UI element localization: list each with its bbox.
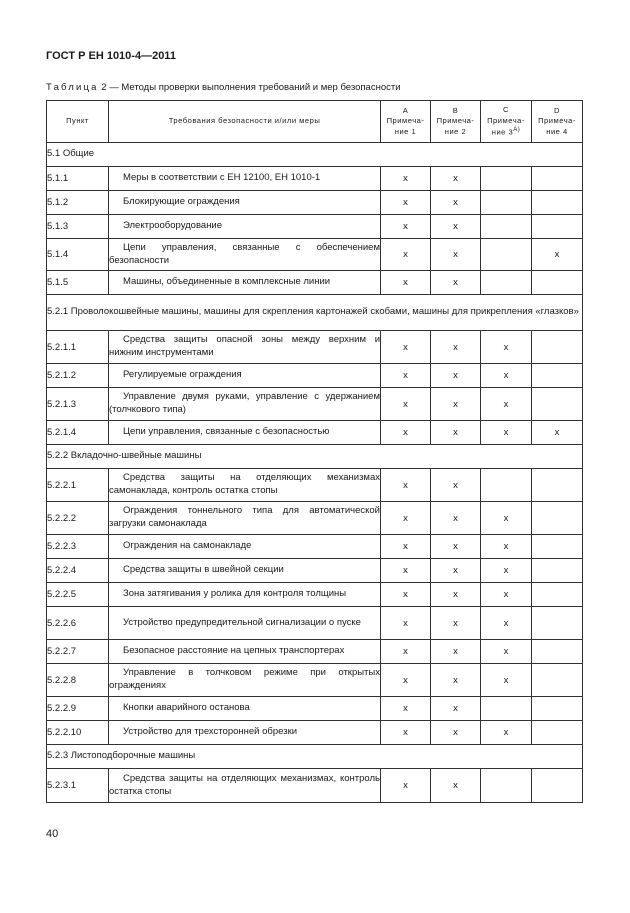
section-title: 5.2.3 Листоподборочные машины bbox=[47, 745, 583, 769]
table-row bbox=[47, 191, 583, 215]
mark-d: x bbox=[532, 421, 583, 445]
requirement-cell bbox=[109, 697, 381, 721]
mark-a: x bbox=[381, 215, 431, 239]
col-header-b bbox=[431, 101, 481, 143]
mark-b: x bbox=[431, 721, 481, 745]
mark-d bbox=[532, 271, 583, 295]
requirement-text: Безопасное расстояние на цепных транспортерах bbox=[123, 645, 345, 657]
mark-c bbox=[481, 239, 532, 271]
mark-c: x bbox=[481, 640, 532, 664]
mark-c bbox=[481, 469, 532, 502]
table-row bbox=[47, 469, 583, 502]
requirement-text: Регулируемые ограждения bbox=[123, 369, 242, 381]
col-header-d bbox=[532, 101, 583, 143]
mark-a: x bbox=[381, 421, 431, 445]
mark-d bbox=[532, 502, 583, 535]
mark-d bbox=[532, 167, 583, 191]
mark-c bbox=[481, 191, 532, 215]
clause-number: 5.2.3.1 bbox=[47, 769, 109, 803]
requirement-cell bbox=[109, 721, 381, 745]
section-title: 5.1 Общие bbox=[47, 143, 583, 167]
mark-d bbox=[532, 697, 583, 721]
requirement-cell bbox=[109, 664, 381, 697]
mark-b: x bbox=[431, 469, 481, 502]
clause-number: 5.1.5 bbox=[47, 271, 109, 295]
col-c-letter: C bbox=[503, 105, 509, 115]
requirement-text: Машины, объединенные в комплексные линии bbox=[123, 276, 331, 288]
clause-number: 5.2.2.5 bbox=[47, 583, 109, 607]
mark-d bbox=[532, 215, 583, 239]
table-row bbox=[47, 640, 583, 664]
requirement-text: Блокирующие ограждения bbox=[123, 196, 240, 208]
mark-d bbox=[532, 559, 583, 583]
clause-number: 5.2.2.10 bbox=[47, 721, 109, 745]
table-header-row bbox=[47, 101, 583, 143]
clause-number: 5.2.2.7 bbox=[47, 640, 109, 664]
requirement-text: Цепи управления, связанные с обеспечением безопасности bbox=[109, 241, 380, 266]
requirement-cell bbox=[109, 607, 381, 640]
clause-number: 5.1.3 bbox=[47, 215, 109, 239]
mark-b: x bbox=[431, 239, 481, 271]
requirement-cell bbox=[109, 271, 381, 295]
clause-number: 5.2.1.2 bbox=[47, 364, 109, 388]
col-b-letter: B bbox=[452, 106, 459, 116]
mark-a: x bbox=[381, 388, 431, 421]
mark-c: x bbox=[481, 421, 532, 445]
requirement-text: Управление в толчковом режиме при открытых ограждениях bbox=[109, 667, 380, 691]
mark-a: x bbox=[381, 364, 431, 388]
mark-c bbox=[481, 167, 532, 191]
requirement-text: Меры в соответствии с ЕН 12100, ЕН 1010-1 bbox=[123, 172, 321, 184]
mark-c: x bbox=[481, 331, 532, 364]
table-row bbox=[47, 583, 583, 607]
requirement-cell bbox=[109, 215, 381, 239]
mark-a: x bbox=[381, 191, 431, 215]
requirement-text: Ограждения на самонакладе bbox=[123, 540, 252, 552]
mark-c bbox=[481, 769, 532, 803]
clause-number: 5.1.1 bbox=[47, 167, 109, 191]
mark-b: x bbox=[431, 583, 481, 607]
section-row bbox=[47, 143, 583, 167]
col-d-letter: D bbox=[554, 106, 560, 116]
table-row bbox=[47, 388, 583, 421]
mark-b: x bbox=[431, 191, 481, 215]
mark-b: x bbox=[431, 215, 481, 239]
mark-d bbox=[532, 535, 583, 559]
table-caption bbox=[46, 82, 401, 93]
mark-b: x bbox=[431, 640, 481, 664]
mark-b: x bbox=[431, 421, 481, 445]
requirement-text: Управление двумя руками, управление с удержанием (толчкового типа) bbox=[109, 391, 380, 415]
mark-c: x bbox=[481, 502, 532, 535]
requirement-cell bbox=[109, 535, 381, 559]
mark-b: x bbox=[431, 664, 481, 697]
mark-a: x bbox=[381, 721, 431, 745]
table-row bbox=[47, 331, 583, 364]
requirement-cell bbox=[109, 239, 381, 271]
section-title: 5.2.1 Проволокошвейные машины, машины для скрепления картонажей скобами, машины для прикрепления «глазков» bbox=[47, 295, 583, 331]
col-header-requirements: Требования безопасности и/или меры bbox=[109, 101, 381, 143]
mark-d: x bbox=[532, 239, 583, 271]
requirement-cell bbox=[109, 388, 381, 421]
mark-b: x bbox=[431, 271, 481, 295]
table-row bbox=[47, 502, 583, 535]
mark-c: x bbox=[481, 664, 532, 697]
requirement-cell bbox=[109, 421, 381, 445]
mark-b: x bbox=[431, 364, 481, 388]
mark-a: x bbox=[381, 469, 431, 502]
mark-c: x bbox=[481, 721, 532, 745]
section-title: 5.2.2 Вкладочно-швейные машины bbox=[47, 445, 583, 469]
clause-number: 5.2.1.3 bbox=[47, 388, 109, 421]
mark-a: x bbox=[381, 664, 431, 697]
mark-c: x bbox=[481, 364, 532, 388]
requirement-cell bbox=[109, 191, 381, 215]
mark-d bbox=[532, 191, 583, 215]
page-number: 40 bbox=[46, 828, 59, 840]
requirement-text: Средства защиты на отделяющих механизмах самонаклада, контроль остатка стопы bbox=[109, 472, 380, 496]
table-row bbox=[47, 167, 583, 191]
mark-d bbox=[532, 364, 583, 388]
table-row bbox=[47, 607, 583, 640]
col-a-note: Примеча-ние 1 bbox=[386, 116, 425, 136]
mark-c: x bbox=[481, 559, 532, 583]
mark-b: x bbox=[431, 535, 481, 559]
col-d-note: Примеча-ние 4 bbox=[538, 116, 576, 136]
requirement-text: Цепи управления, связанные с безопасностью bbox=[123, 426, 330, 438]
clause-number: 5.2.2.3 bbox=[47, 535, 109, 559]
requirement-cell bbox=[109, 559, 381, 583]
mark-c bbox=[481, 215, 532, 239]
mark-a: x bbox=[381, 331, 431, 364]
col-header-point: Пункт bbox=[47, 101, 109, 143]
mark-a: x bbox=[381, 697, 431, 721]
clause-number: 5.1.4 bbox=[47, 239, 109, 271]
mark-a: x bbox=[381, 559, 431, 583]
requirement-text: Кнопки аварийного останова bbox=[123, 702, 250, 714]
mark-b: x bbox=[431, 559, 481, 583]
mark-a: x bbox=[381, 271, 431, 295]
verification-table bbox=[46, 100, 583, 803]
mark-a: x bbox=[381, 583, 431, 607]
clause-number: 5.2.2.2 bbox=[47, 502, 109, 535]
clause-number: 5.2.2.6 bbox=[47, 607, 109, 640]
table-row bbox=[47, 697, 583, 721]
section-row bbox=[47, 445, 583, 469]
requirement-cell bbox=[109, 331, 381, 364]
table-row bbox=[47, 559, 583, 583]
mark-c: x bbox=[481, 388, 532, 421]
requirement-cell bbox=[109, 583, 381, 607]
section-row bbox=[47, 745, 583, 769]
mark-d bbox=[532, 388, 583, 421]
clause-number: 5.2.2.8 bbox=[47, 664, 109, 697]
col-b-note: Примеча-ние 2 bbox=[436, 116, 475, 136]
caption-text: — Методы проверки выполнения требований и мер безопасности bbox=[106, 82, 401, 93]
mark-c: x bbox=[481, 535, 532, 559]
col-header-c bbox=[481, 101, 532, 143]
section-row bbox=[47, 295, 583, 331]
clause-number: 5.1.2 bbox=[47, 191, 109, 215]
mark-a: x bbox=[381, 167, 431, 191]
requirement-text: Средства защиты опасной зоны между верхним и нижним инструментами bbox=[109, 334, 380, 358]
mark-b: x bbox=[431, 697, 481, 721]
table-row bbox=[47, 664, 583, 697]
mark-d bbox=[532, 583, 583, 607]
col-c-sup: A) bbox=[513, 126, 521, 133]
mark-d bbox=[532, 607, 583, 640]
mark-d bbox=[532, 331, 583, 364]
mark-b: x bbox=[431, 167, 481, 191]
table-row bbox=[47, 364, 583, 388]
mark-a: x bbox=[381, 502, 431, 535]
mark-c: x bbox=[481, 583, 532, 607]
clause-number: 5.2.2.1 bbox=[47, 469, 109, 502]
caption-number: 2 bbox=[101, 82, 107, 93]
col-c-note: Примеча-ние 3 bbox=[487, 115, 525, 137]
requirement-text: Устройство для трехсторонней обрезки bbox=[123, 726, 298, 738]
mark-c: x bbox=[481, 607, 532, 640]
clause-number: 5.2.1.1 bbox=[47, 331, 109, 364]
mark-b: x bbox=[431, 607, 481, 640]
table-row bbox=[47, 421, 583, 445]
col-header-a bbox=[381, 101, 431, 143]
mark-b: x bbox=[431, 769, 481, 803]
mark-b: x bbox=[431, 388, 481, 421]
mark-b: x bbox=[431, 502, 481, 535]
mark-a: x bbox=[381, 640, 431, 664]
mark-d bbox=[532, 640, 583, 664]
clause-number: 5.2.2.9 bbox=[47, 697, 109, 721]
mark-d bbox=[532, 721, 583, 745]
requirement-cell bbox=[109, 167, 381, 191]
mark-a: x bbox=[381, 239, 431, 271]
mark-d bbox=[532, 469, 583, 502]
clause-number: 5.2.2.4 bbox=[47, 559, 109, 583]
requirement-text: Средства защиты в швейной секции bbox=[123, 564, 284, 576]
col-a-letter: A bbox=[402, 106, 409, 116]
requirement-cell bbox=[109, 469, 381, 502]
table-row bbox=[47, 271, 583, 295]
mark-c bbox=[481, 271, 532, 295]
requirement-cell bbox=[109, 364, 381, 388]
table-row bbox=[47, 239, 583, 271]
requirement-text: Электрооборудование bbox=[123, 220, 223, 232]
mark-d bbox=[532, 664, 583, 697]
mark-b: x bbox=[431, 331, 481, 364]
requirement-text: Устройство предупредительной сигнализации о пуске bbox=[123, 616, 361, 628]
table-row bbox=[47, 215, 583, 239]
requirement-text: Средства защиты на отделяющих механизмах, контроль остатка стопы bbox=[109, 772, 380, 797]
requirement-cell bbox=[109, 640, 381, 664]
mark-c bbox=[481, 697, 532, 721]
requirement-text: Зона затягивания у ролика для контроля толщины bbox=[123, 588, 347, 600]
requirement-cell bbox=[109, 502, 381, 535]
requirement-text: Ограждения тоннельного типа для автоматической загрузки самонаклада bbox=[109, 505, 380, 529]
requirement-cell bbox=[109, 769, 381, 803]
mark-a: x bbox=[381, 769, 431, 803]
table-row bbox=[47, 769, 583, 803]
caption-label: Таблица bbox=[46, 82, 99, 93]
table-row bbox=[47, 535, 583, 559]
mark-a: x bbox=[381, 607, 431, 640]
mark-a: x bbox=[381, 535, 431, 559]
table-row bbox=[47, 721, 583, 745]
document-number: ГОСТ Р ЕН 1010-4—2011 bbox=[46, 50, 176, 62]
mark-d bbox=[532, 769, 583, 803]
clause-number: 5.2.1.4 bbox=[47, 421, 109, 445]
